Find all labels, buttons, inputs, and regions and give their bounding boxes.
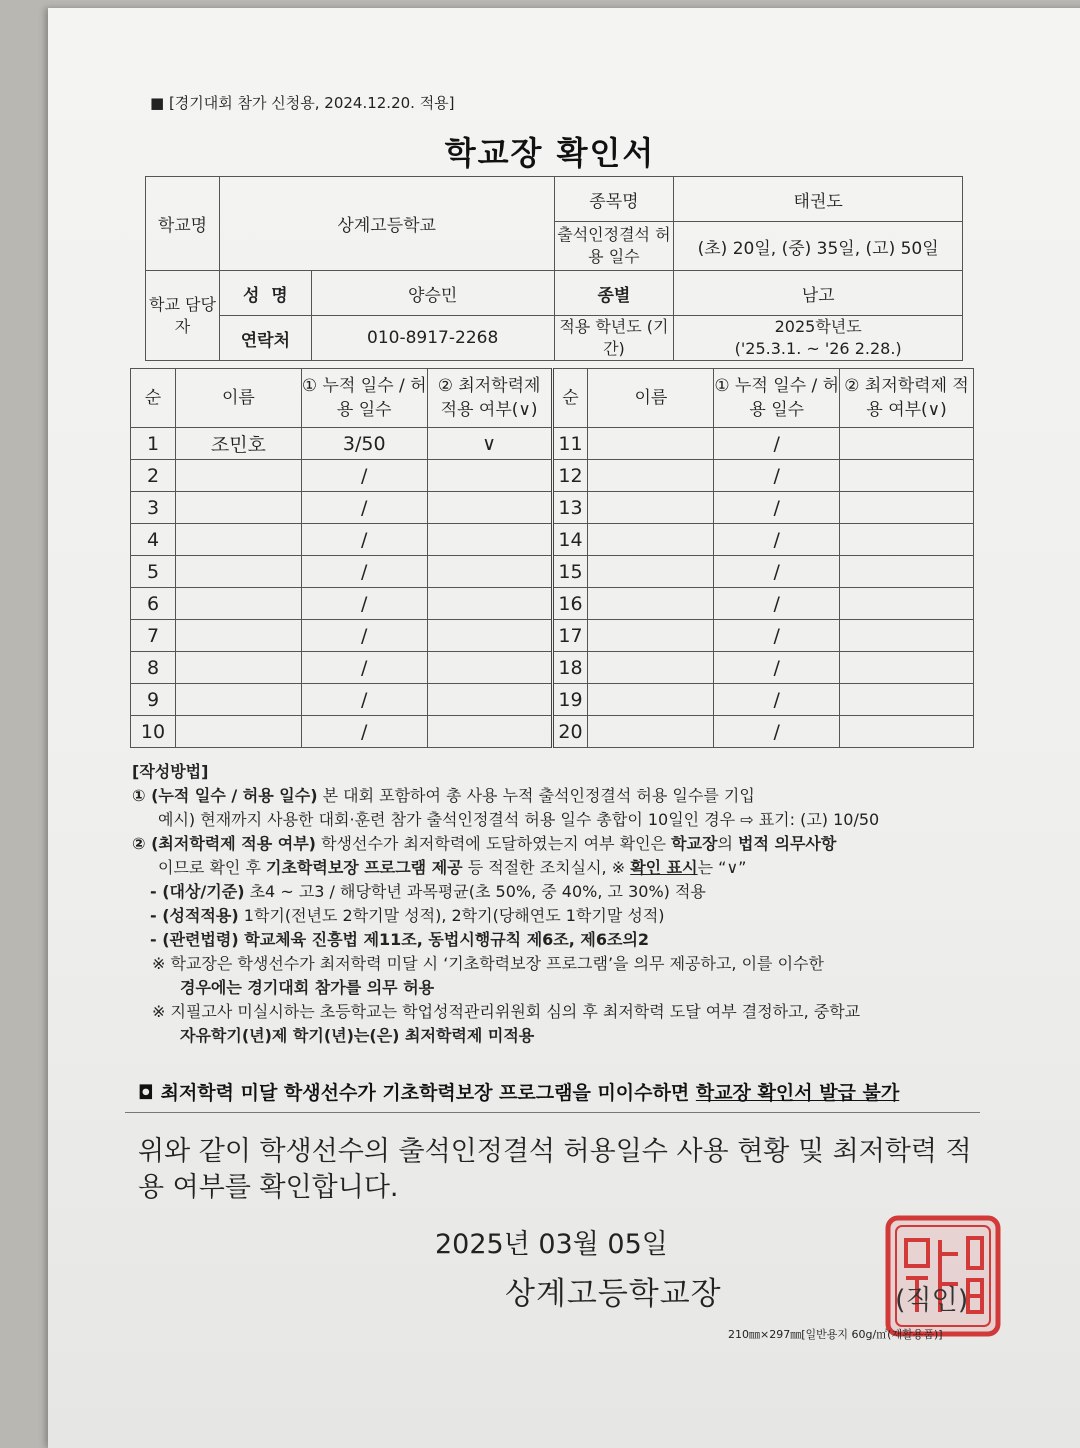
row-name [175,460,301,492]
year-label: 적용 학년도 (기간) [554,316,674,361]
row-min: ∨ [427,428,552,460]
row-no: 6 [131,588,176,620]
row-min [840,620,974,652]
instruction-2-cont-bold: 기초학력보장 프로그램 제공 [266,858,463,877]
table-row [131,684,974,716]
row-min [427,716,552,748]
row-min [840,652,974,684]
row-min [427,460,552,492]
row-days: / [714,428,840,460]
detail-target [132,880,982,904]
note-1-line-1: ※ 학교장은 학생선수가 최저학력 미달 시 ‘기초학력보장 프로그램’을 의무 제공하고, 이를 이수한 [152,954,824,973]
detail-grades-text: 1학기(전년도 2학기말 성적), 2학기(당해연도 1학기말 성적) [238,906,665,925]
table-row [131,492,974,524]
paper-spec: 210㎜×297㎜[일반용지 60g/㎡(재활용품)] [728,1328,943,1341]
col-min-left: ② 최저학력제 적용 여부(∨) [427,369,552,428]
row-name: 조민호 [175,428,301,460]
row-days: / [714,716,840,748]
year-period: ('25.3.1. ~ '26 2.28.) [734,339,902,358]
col-name-right: 이름 [588,369,714,428]
row-no: 11 [552,428,588,460]
row-min [840,524,974,556]
row-no: 4 [131,524,176,556]
roster-body [131,428,974,748]
instruction-1 [132,784,982,808]
row-days: / [714,620,840,652]
row-min [840,716,974,748]
instruction-2-cont-3: 는 “∨” [697,858,747,877]
detail-law [132,928,982,952]
note-2-line-2: 자유학기(년)제 학기(년)는(은) 최저학력제 미적용 [180,1026,535,1045]
row-days: / [714,652,840,684]
instruction-2-bold-1: 학교장 [671,834,718,853]
year-value: 2025학년도 [774,317,862,336]
name-label: 성 명 [219,271,311,316]
header-note: ■ [경기대회 참가 신청용, 2024.12.20. 적용] [150,94,455,112]
table-row [131,588,974,620]
row-min [427,652,552,684]
table-row [131,428,974,460]
row-min [427,684,552,716]
row-no: 7 [131,620,176,652]
row-days: / [714,588,840,620]
row-name [588,556,714,588]
final-warning-underlined: 학교장 확인서 발급 불가 [695,1082,900,1104]
row-no: 9 [131,684,176,716]
warning-icon: ◘ [138,1082,154,1104]
instruction-1-text: 본 대회 포함하여 총 사용 누적 출석인정결석 허용 일수를 기입 [317,786,755,805]
row-name [588,460,714,492]
row-no: 15 [552,556,588,588]
detail-target-text: 초4 ~ 고3 / 해당학년 과목평균(초 50%, 중 40%, 고 30%) 적용 [244,882,706,901]
row-days: / [301,684,427,716]
row-no: 20 [552,716,588,748]
instruction-2-text-2: 의 [717,834,739,853]
detail-target-lead: - (대상/기준) [150,882,245,901]
row-name [175,556,301,588]
detail-grades-lead: - (성적적용) [150,906,239,925]
absence-value: (초) 20일, (중) 35일, (고) 50일 [674,222,963,271]
row-no: 18 [552,652,588,684]
row-name [588,620,714,652]
confirmation-text: 위와 같이 학생선수의 출석인정결석 허용일수 사용 현황 및 최저학력 적용 여부를 확인합니다. [138,1136,972,1203]
contact-label: 연락처 [219,316,311,361]
row-name [175,684,301,716]
detail-grades [132,904,982,928]
instruction-2 [132,832,982,856]
table-row [131,524,974,556]
row-no: 19 [552,684,588,716]
row-days: / [301,492,427,524]
row-days: / [714,460,840,492]
col-days-right: ① 누적 일수 / 허용 일수 [714,369,840,428]
row-days: / [301,588,427,620]
instruction-2-cont-underline: 확인 표시 [630,858,698,877]
table-row [131,460,974,492]
row-name [175,620,301,652]
gender-value: 남고 [674,271,963,316]
row-min [840,588,974,620]
row-name [175,652,301,684]
seal-label: (직인) [895,1285,969,1316]
row-no: 1 [131,428,176,460]
col-no-left: 순 [131,369,176,428]
row-name [588,684,714,716]
row-name [588,428,714,460]
row-no: 10 [131,716,176,748]
row-min [427,524,552,556]
name-value: 양승민 [311,271,554,316]
col-min-right: ② 최저학력제 적용 여부(∨) [840,369,974,428]
row-name [588,716,714,748]
instruction-2-lead: ② (최저학력제 적용 여부) [132,834,316,853]
row-no: 17 [552,620,588,652]
instruction-1-example: 예시) 현재까지 사용한 대회·훈련 참가 출석인정결석 허용 일수 총합이 10일인 경우 ⇨ 표기: (고) 10/50 [158,810,880,829]
issue-date: 2025년 03월 05일 [435,1229,668,1260]
col-no-right: 순 [552,369,588,428]
detail-law-lead: - (관련법령) [150,930,239,949]
instruction-1-lead: ① (누적 일수 / 허용 일수) [132,786,318,805]
row-no: 5 [131,556,176,588]
manager-label: 학교 담당자 [146,271,220,361]
row-name [175,524,301,556]
year-cell [674,316,963,361]
row-name [588,588,714,620]
row-days: / [714,524,840,556]
row-name [588,524,714,556]
instruction-2-bold-2: 법적 의무사항 [738,834,837,853]
document-title: 학교장 확인서 [444,134,656,172]
note-2-line-1: ※ 지필고사 미실시하는 초등학교는 학업성적관리위원회 심의 후 최저학력 도달 여부 결정하고, 중학교 [152,1002,861,1021]
table-row [131,716,974,748]
table-row [131,620,974,652]
row-no: 13 [552,492,588,524]
sport-label: 종목명 [554,177,674,222]
row-days: / [714,556,840,588]
school-value: 상계고등학교 [219,177,554,271]
row-no: 16 [552,588,588,620]
absence-label: 출석인정결석 허용 일수 [554,222,674,271]
row-name [175,716,301,748]
instruction-2-cont-1: 이므로 확인 후 [158,858,266,877]
row-min [427,620,552,652]
info-table [145,176,963,361]
instructions [132,760,982,1048]
row-name [175,588,301,620]
table-row [131,652,974,684]
col-name-left: 이름 [175,369,301,428]
contact-value: 010-8917-2268 [311,316,554,361]
row-no: 12 [552,460,588,492]
sport-value: 태권도 [674,177,963,222]
note-1-line-2: 경우에는 경기대회 참가를 의무 허용 [180,978,435,997]
col-days-left: ① 누적 일수 / 허용 일수 [301,369,427,428]
row-min [840,492,974,524]
row-min [840,684,974,716]
row-no: 14 [552,524,588,556]
row-days: / [301,620,427,652]
row-min [840,556,974,588]
official-seal-icon [884,1214,1002,1338]
detail-law-text: 학교체육 진흥법 제11조, 동법시행규칙 제6조, 제6조의2 [238,930,650,949]
instruction-2-cont-2: 등 적절한 조치실시, ※ [462,858,631,877]
row-min [427,556,552,588]
instruction-2-cont [132,856,982,880]
table-row [131,556,974,588]
instruction-2-text: 학생선수가 최저학력에 도달하였는지 여부 확인은 [316,834,672,853]
row-days: / [301,524,427,556]
row-days: 3/50 [301,428,427,460]
row-name [588,652,714,684]
row-name [175,492,301,524]
row-days: / [301,716,427,748]
row-min [840,460,974,492]
row-days: / [714,492,840,524]
divider [125,1112,980,1113]
row-min [840,428,974,460]
final-warning-text: 최저학력 미달 학생선수가 기초학력보장 프로그램을 미이수하면 [153,1082,696,1104]
row-no: 3 [131,492,176,524]
instructions-heading: [작성방법] [132,762,209,781]
row-days: / [301,652,427,684]
principal-name: 상계고등학교장 [505,1276,722,1312]
row-min [427,492,552,524]
roster-table [130,368,974,748]
row-no: 2 [131,460,176,492]
gender-label: 종별 [554,271,674,316]
row-days: / [714,684,840,716]
row-no: 8 [131,652,176,684]
row-name [588,492,714,524]
school-label: 학교명 [146,177,220,271]
row-min [427,588,552,620]
final-warning [138,1078,899,1105]
row-days: / [301,460,427,492]
row-days: / [301,556,427,588]
